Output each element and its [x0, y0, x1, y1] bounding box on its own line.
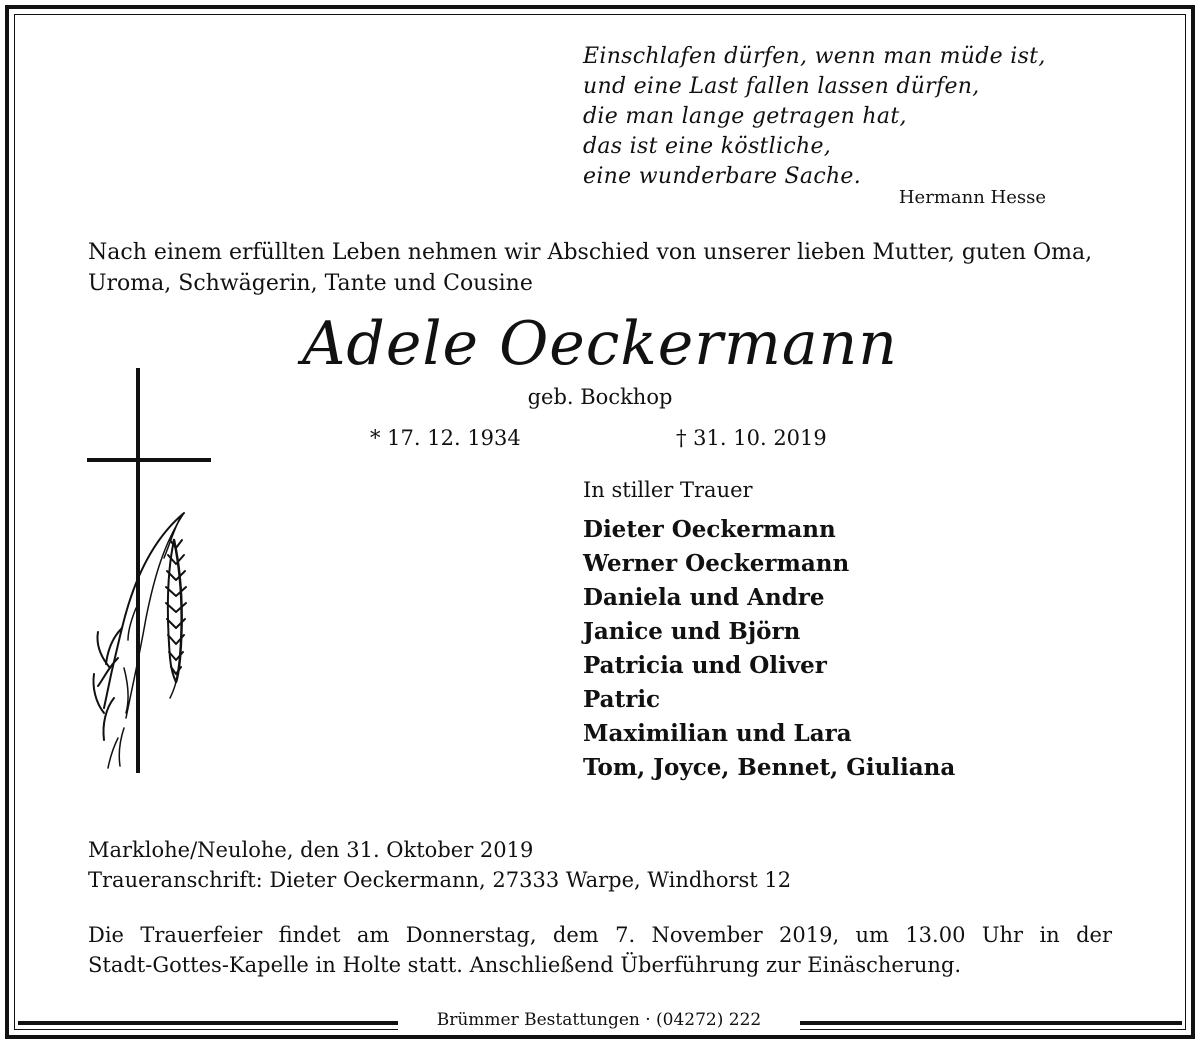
intro-text: [88, 237, 1128, 299]
ceremony-line: Stadt-Gottes-Kapelle in Holte statt. Anschließend Überführung zur Einäscherung.: [88, 953, 962, 977]
mourner-name: Dieter Oeckermann: [583, 516, 836, 543]
mourner-name: Daniela und Andre: [583, 584, 825, 611]
ceremony-text: [88, 920, 1112, 980]
place-and-address: [88, 835, 1128, 895]
mourning-address-line: Traueranschrift: Dieter Oeckermann, 27333 Warpe, Windhorst 12: [88, 868, 792, 892]
mourner-name: Werner Oeckermann: [583, 550, 850, 577]
deceased-name: Adele Oeckermann: [302, 309, 898, 379]
mourner-name: Janice und Björn: [583, 618, 801, 645]
mourners-list: [583, 513, 1103, 785]
mourner-name: Patricia und Oliver: [583, 652, 827, 679]
mourner-name: Patric: [583, 686, 661, 713]
birth-date: * 17. 12. 1934: [370, 426, 521, 450]
cross-with-wheat-icon: [84, 368, 214, 778]
poem-line: die man lange getragen hat,: [583, 104, 907, 129]
maiden-name: geb. Bockhop: [527, 385, 673, 409]
poem-line: das ist eine köstliche,: [583, 134, 832, 159]
mourner-name: Maximilian und Lara: [583, 720, 852, 747]
mourning-label: In stiller Trauer: [583, 478, 753, 502]
poem-line: eine wunderbare Sache.: [583, 164, 862, 189]
footer-rule-left: [18, 1021, 398, 1025]
footer-rule-right: [800, 1021, 1182, 1025]
poem-quote: [583, 42, 1053, 192]
death-date: † 31. 10. 2019: [676, 426, 827, 450]
intro-line: Nach einem erfüllten Leben nehmen wir Abschied von unserer lieben Mutter, guten Oma,: [88, 240, 1093, 265]
mourner-name: Tom, Joyce, Bennet, Giuliana: [583, 754, 956, 781]
intro-line: Uroma, Schwägerin, Tante und Cousine: [88, 271, 533, 296]
poem-author: Hermann Hesse: [898, 187, 1046, 208]
ceremony-line: Die Trauerfeier findet am Donnerstag, dem 7. November 2019, um 13.00 Uhr in der: [88, 923, 1112, 947]
place-date-line: Marklohe/Neulohe, den 31. Oktober 2019: [88, 838, 534, 862]
poem-line: Einschlafen dürfen, wenn man müde ist,: [583, 44, 1046, 69]
poem-line: und eine Last fallen lassen dürfen,: [583, 74, 980, 99]
funeral-home-footer: Brümmer Bestattungen · (04272) 222: [398, 1008, 800, 1032]
